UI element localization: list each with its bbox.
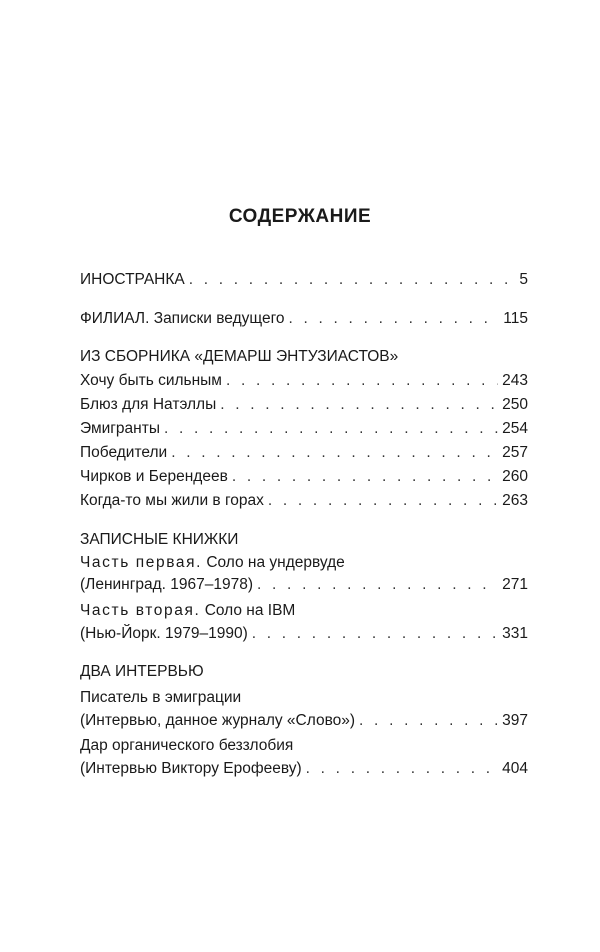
toc-entry-line[interactable] <box>80 601 528 621</box>
dot-leader <box>252 624 498 644</box>
toc-entry[interactable] <box>80 711 528 731</box>
dot-leader <box>220 395 498 415</box>
page-number: 404 <box>502 760 528 777</box>
entry-subtitle: (Интервью, данное журналу «Слово») <box>80 712 356 729</box>
toc-entry[interactable] <box>80 759 528 779</box>
entry-title: Хочу быть сильным <box>80 372 222 389</box>
entry-title: ФИЛИАЛ. Записки ведущего <box>80 310 285 327</box>
entry-subtitle: (Ленинград. 1967–1978) <box>80 576 254 593</box>
toc-entry[interactable] <box>80 491 528 511</box>
dot-leader <box>232 467 498 487</box>
page-number: 250 <box>502 396 528 413</box>
part-label: Часть вторая. <box>80 602 201 619</box>
dot-leader <box>171 443 498 463</box>
page-number: 271 <box>502 576 528 593</box>
section-heading: ДВА ИНТЕРВЬЮ <box>80 663 204 680</box>
entry-subtitle: (Нью-Йорк. 1979–1990) <box>80 625 248 642</box>
entry-title: Дар органического беззлобия <box>80 737 294 754</box>
dot-leader <box>359 711 498 731</box>
page-number: 397 <box>502 712 528 729</box>
entry-title: Эмигранты <box>80 420 160 437</box>
toc-entry[interactable] <box>80 624 528 644</box>
page-number: 254 <box>502 420 528 437</box>
dot-leader <box>268 491 498 511</box>
page-number: 5 <box>519 271 528 288</box>
entry-subtitle: (Интервью Виктору Ерофееву) <box>80 760 302 777</box>
toc-entry[interactable] <box>80 309 528 329</box>
section-heading: ЗАПИСНЫЕ КНИЖКИ <box>80 531 239 548</box>
toc-entry[interactable] <box>80 443 528 463</box>
toc-entry[interactable] <box>80 270 528 290</box>
part-label: Часть первая. <box>80 554 202 571</box>
entry-title: ИНОСТРАНКА <box>80 271 185 288</box>
toc-entry-line[interactable] <box>80 688 528 708</box>
entry-title: Блюз для Натэллы <box>80 396 217 413</box>
entry-title: Соло на ундервуде <box>206 554 345 571</box>
toc-entry[interactable] <box>80 371 528 391</box>
page-number: 260 <box>502 468 528 485</box>
dot-leader <box>257 575 498 595</box>
entry-title: Победители <box>80 444 168 461</box>
dot-leader <box>164 419 498 439</box>
toc-entry-line[interactable] <box>80 736 528 756</box>
entry-title: Когда-то мы жили в горах <box>80 492 264 509</box>
toc-entry[interactable] <box>80 575 528 595</box>
page-number: 331 <box>502 625 528 642</box>
dot-leader <box>226 371 498 391</box>
dot-leader <box>306 759 498 779</box>
dot-leader <box>289 309 500 329</box>
toc-entry[interactable] <box>80 419 528 439</box>
toc-entry[interactable] <box>80 395 528 415</box>
entry-title: Соло на IBM <box>204 602 296 619</box>
entry-title: Чирков и Берендеев <box>80 468 228 485</box>
entry-title: Писатель в эмиграции <box>80 689 242 706</box>
page-number: 263 <box>502 492 528 509</box>
toc-entry[interactable] <box>80 467 528 487</box>
page-number: 115 <box>503 310 528 327</box>
page-number: 257 <box>502 444 528 461</box>
page-title: СОДЕРЖАНИЕ <box>228 206 372 227</box>
section-heading: ИЗ СБОРНИКА «ДЕМАРШ ЭНТУЗИАСТОВ» <box>80 348 399 365</box>
dot-leader <box>189 270 516 290</box>
toc-entry-line[interactable] <box>80 553 528 573</box>
page-number: 243 <box>502 372 528 389</box>
